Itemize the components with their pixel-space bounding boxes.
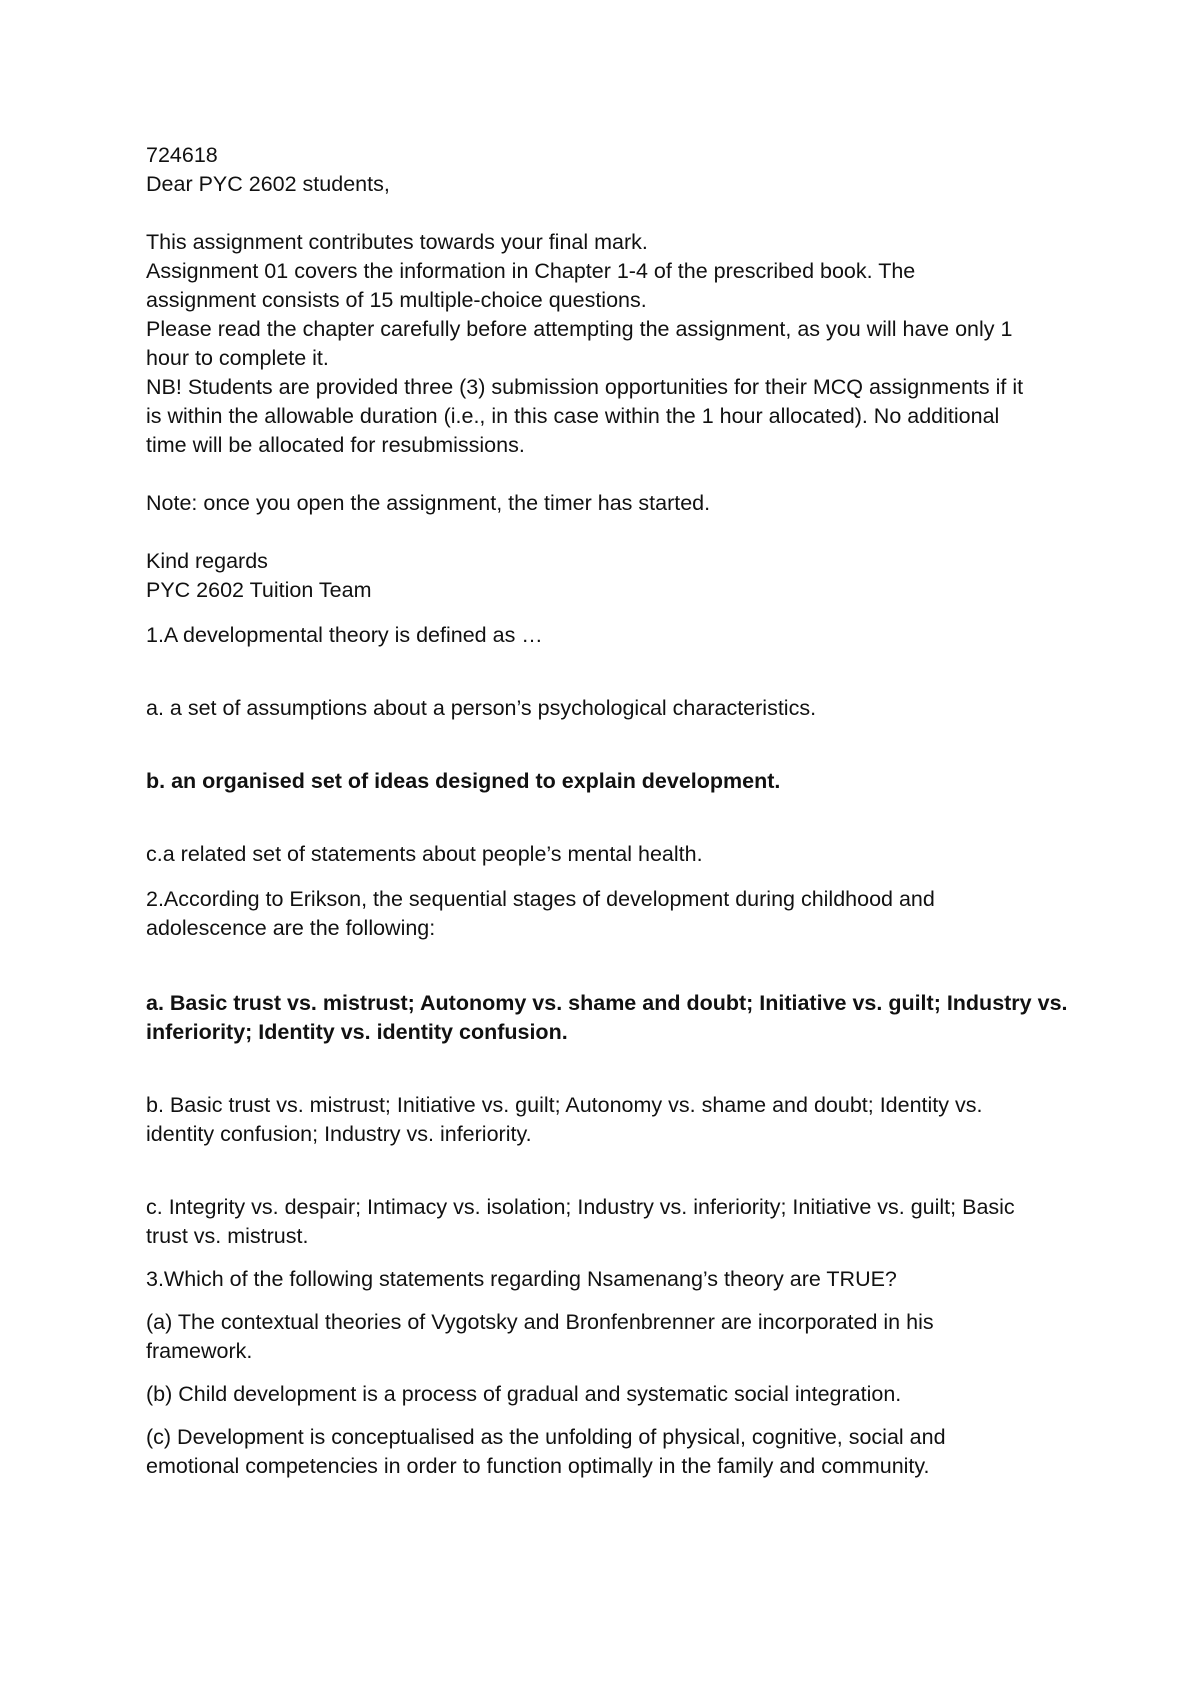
- intro-line: NB! Students are provided three (3) submission opportunities for their MCQ assignments if it: [146, 375, 1024, 399]
- statement: [146, 1308, 1080, 1366]
- question-text: 2.According to Erikson, the sequential stages of development during childhood and: [146, 887, 935, 911]
- intro-section: [146, 228, 1080, 460]
- question-text: 1.A developmental theory is defined as …: [146, 623, 543, 647]
- question-text: adolescence are the following:: [146, 916, 436, 940]
- statement-line: (c) Development is conceptualised as the unfolding of physical, cognitive, social and: [146, 1425, 946, 1449]
- answer-option: [146, 1091, 1080, 1149]
- intro-line: assignment consists of 15 multiple-choice questions.: [146, 288, 647, 312]
- answer-option: c.a related set of statements about people’s mental health.: [146, 842, 703, 866]
- question-2: [146, 885, 1080, 1251]
- answer-option: a. a set of assumptions about a person’s psychological characteristics.: [146, 696, 817, 720]
- statement-line: framework.: [146, 1339, 253, 1363]
- answer-option-line: b. Basic trust vs. mistrust; Initiative vs. guilt; Autonomy vs. shame and doubt; Identity vs.: [146, 1093, 983, 1117]
- answer-option-line: identity confusion; Industry vs. inferiority.: [146, 1122, 532, 1146]
- statement: [146, 1423, 1080, 1481]
- timer-note: [146, 489, 1080, 518]
- answer-option: [146, 1193, 1080, 1251]
- question-text: 3.Which of the following statements regarding Nsamenang’s theory are TRUE?: [146, 1267, 897, 1291]
- note-text: Note: once you open the assignment, the timer has started.: [146, 491, 711, 515]
- statement: [146, 1380, 1080, 1409]
- intro-line: hour to complete it.: [146, 346, 329, 370]
- answer-option-line: inferiority; Identity vs. identity confusion.: [146, 1020, 568, 1044]
- intro-line: is within the allowable duration (i.e., in this case within the 1 hour allocated). No additional: [146, 404, 1000, 428]
- question-3: [146, 1265, 1080, 1481]
- answer-option-correct: b. an organised set of ideas designed to explain development.: [146, 769, 781, 793]
- statement-line: (a) The contextual theories of Vygotsky and Bronfenbrenner are incorporated in his: [146, 1310, 934, 1334]
- question-1: [146, 621, 1080, 869]
- statement-line: emotional competencies in order to function optimally in the family and community.: [146, 1454, 930, 1478]
- signoff-team: PYC 2602 Tuition Team: [146, 578, 372, 602]
- answer-option-correct: [146, 989, 1080, 1047]
- answer-option-line: a. Basic trust vs. mistrust; Autonomy vs. shame and doubt; Initiative vs. guilt; Industry vs.: [146, 991, 1068, 1015]
- signoff: [146, 547, 1080, 605]
- signoff-regards: Kind regards: [146, 549, 268, 573]
- answer-option-line: c. Integrity vs. despair; Intimacy vs. isolation; Industry vs. inferiority; Initiative vs. guilt; Basic: [146, 1195, 1015, 1219]
- document-code: 724618: [146, 143, 218, 167]
- letter-header: [146, 141, 1080, 199]
- statement-line: (b) Child development is a process of gradual and systematic social integration.: [146, 1382, 902, 1406]
- intro-line: Please read the chapter carefully before attempting the assignment, as you will have only 1: [146, 317, 1013, 341]
- greeting: Dear PYC 2602 students,: [146, 172, 390, 196]
- intro-line: This assignment contributes towards your final mark.: [146, 230, 648, 254]
- intro-line: time will be allocated for resubmissions.: [146, 433, 525, 457]
- intro-line: Assignment 01 covers the information in Chapter 1-4 of the prescribed book. The: [146, 259, 916, 283]
- answer-option-line: trust vs. mistrust.: [146, 1224, 309, 1248]
